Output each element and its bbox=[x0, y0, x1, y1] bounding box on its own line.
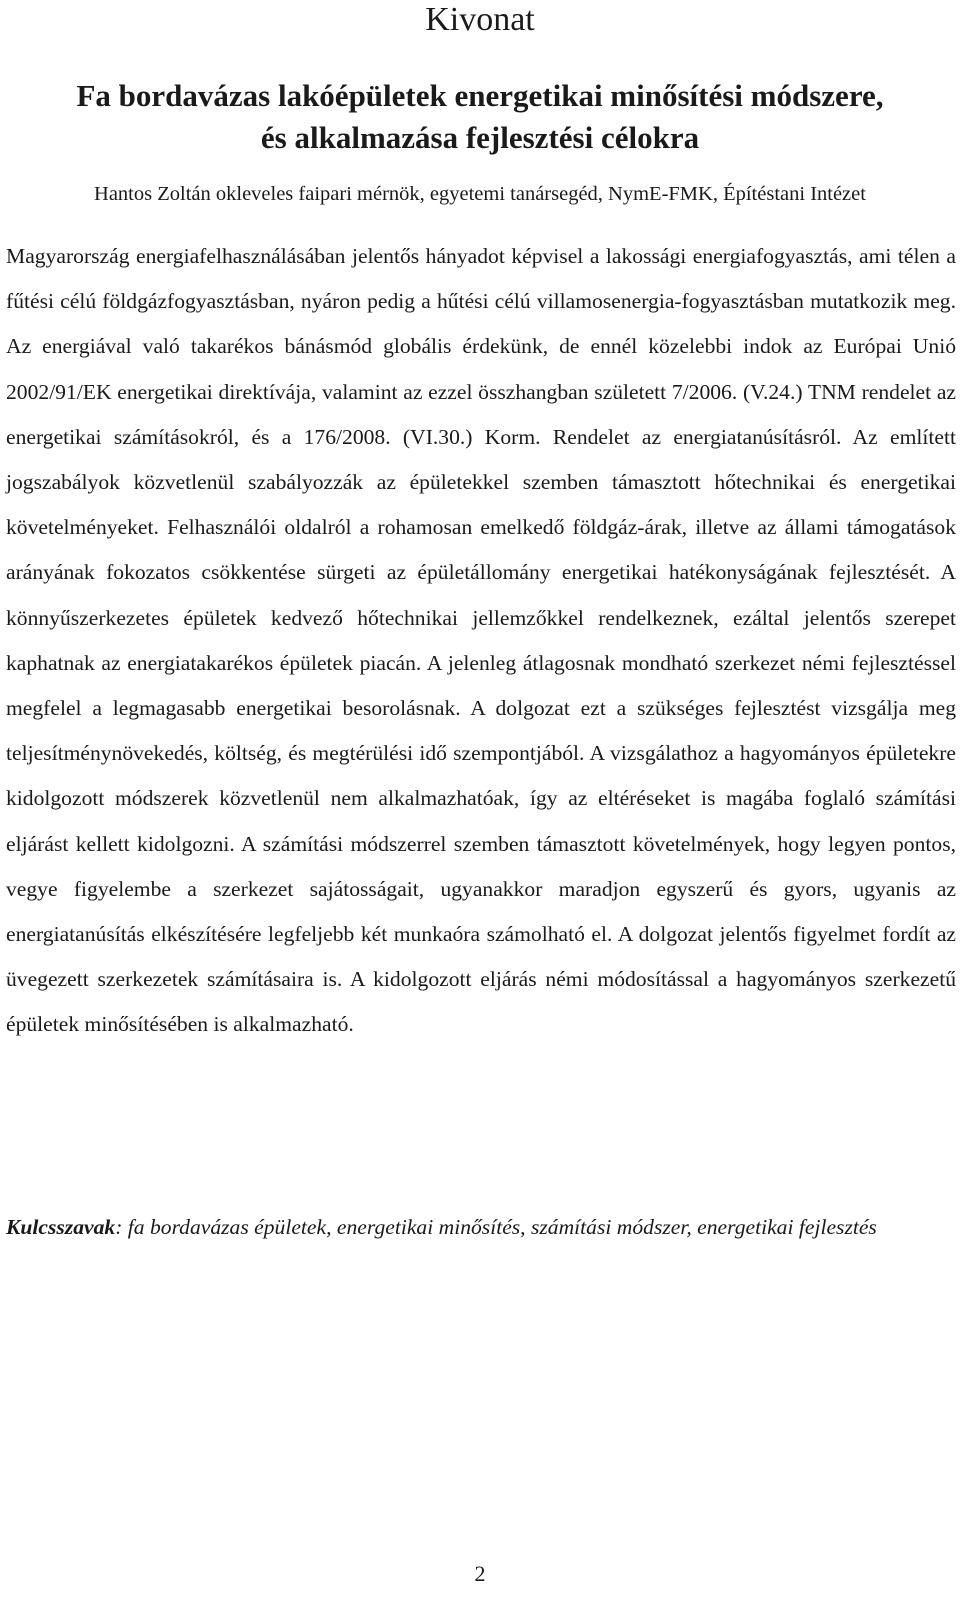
keywords-label: Kulcsszavak bbox=[6, 1215, 116, 1239]
author-line: Hantos Zoltán okleveles faipari mérnök, egyetemi tanársegéd, NymE-FMK, Építéstani Intézet bbox=[94, 183, 866, 205]
abstract-paragraph: Magyarország energiafelhasználásában jelentős hányadot képvisel a lakossági energiafogyasztás, ami télen a fűtési célú földgázfogyasztásban, nyáron pedig a hűtési célú villamosenergia-fogyasztásban mutatkozik meg. Az energiával való takarékos bánásmód globális érdekünk, de ennél közelebbi indok az Európai Unió 2002/91/EK energetikai direktívája, valamint az ezzel összhangban született 7/2006. (V.24.) TNM rendelet az energetikai számításokról, és a 176/2008. (VI.30.) Korm. Rendelet az energiatanúsításról. Az említett jogszabályok közvetlenül szabályozzák az épületekkel szemben támasztott hőtechnikai és energetikai követelményeket. Felhasználói oldalról a rohamosan emelkedő földgáz-árak, illetve az állami támogatások arányának fokozatos csökkentése sürgeti az épületállomány energetikai hatékonyságának fejlesztését. A könnyűszerkezetes épületek kedvező hőtechnikai jellemzőkkel rendelkeznek, ezáltal jelentős szerepet kaphatnak az energiatakarékos épületek piacán. A jelenleg átlagosnak mondható szerkezet némi fejlesztéssel megfelel a legmagasabb energetikai besorolásnak. A dolgozat ezt a szükséges fejlesztést vizsgálja meg teljesítménynövekedés, költség, és megtérülési idő szempontjából. A vizsgálathoz a hagyományos épületekre kidolgozott módszerek közvetlenül nem alkalmazhatóak, így az eltéréseket is magába foglaló számítási eljárást kellett kidolgozni. A számítási módszerrel szemben támasztott követelmények, hogy legyen pontos, vegye figyelembe a szerkezet sajátosságait, ugyanakkor maradjon egyszerű és gyors, ugyanis az energiatanúsítás elkészítésére legfeljebb két munkaóra számolható el. A dolgozat jelentős figyelmet fordít az üvegezett szerkezetek számításaira is. A kidolgozott eljárás némi módosítással a hagyományos szerkezetű épületek minősítésében is alkalmazható. bbox=[6, 244, 956, 1037]
keywords-text: : fa bordavázas épületek, energetikai minősítés, számítási módszer, energetikai fejlesztés bbox=[115, 1215, 877, 1239]
document-title bbox=[0, 75, 960, 159]
title-line-2: és alkalmazása fejlesztési célokra bbox=[260, 120, 700, 155]
title-line-1: Fa bordavázas lakóépületek energetikai minősítési módszere, bbox=[76, 78, 884, 113]
page-number: 2 bbox=[474, 1561, 486, 1586]
section-heading: Kivonat bbox=[425, 1, 535, 38]
keywords-paragraph bbox=[6, 1205, 956, 1250]
